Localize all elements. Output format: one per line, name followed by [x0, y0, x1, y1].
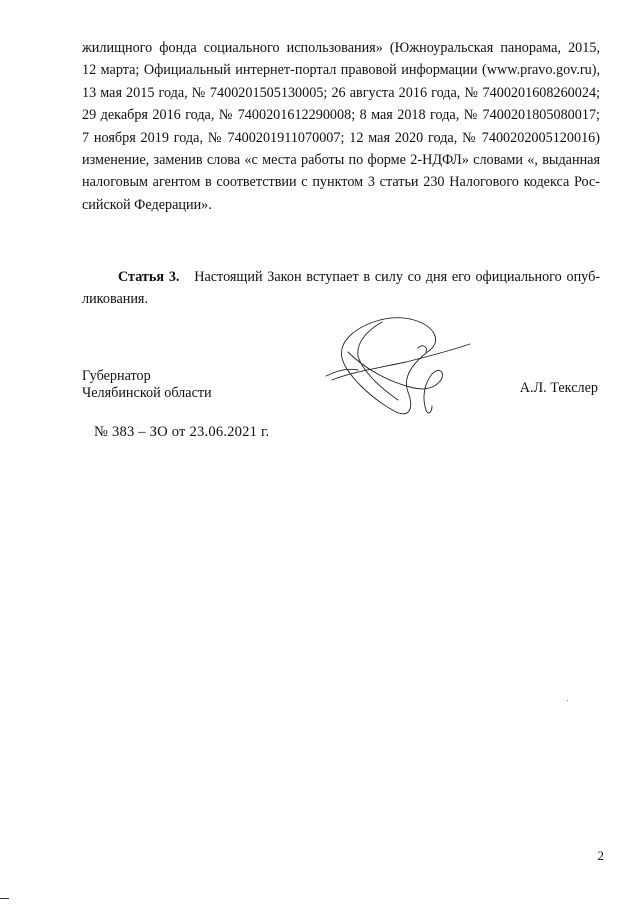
- text-line: жилищного фонда социального использования» (Южноуральская панорама, 2015,: [82, 40, 600, 56]
- text-line: налоговым агентом в соответствии с пунктом 3 статьи 230 Налогового кодекса Рос-: [82, 174, 600, 191]
- article-text: Настоящий Закон вступает в силу со дня его официального опуб-: [194, 269, 601, 285]
- governor-name: А.Л. Текслер: [519, 380, 598, 396]
- article-3: [82, 266, 600, 311]
- article-3-line: ликования.: [82, 291, 149, 308]
- text-line: 7 ноября 2019 года, № 7400201911070007; 12 мая 2020 года, № 7400202005120016): [82, 129, 600, 146]
- scan-speck: [567, 700, 568, 701]
- article-3-line: [82, 266, 600, 288]
- text-line: 12 марта; Официальный интернет-портал правовой информации (www.pravo.gov.ru),: [82, 62, 600, 79]
- handwritten-signature: [318, 312, 478, 422]
- law-number: № 383 – ЗО от 23.06.2021 г.: [94, 424, 270, 440]
- article-label: Статья 3.: [118, 269, 180, 285]
- text-line: 29 декабря 2016 года, № 7400201612290008; 8 мая 2018 года, № 7400201805080017;: [82, 107, 600, 124]
- page-number: 2: [597, 848, 604, 863]
- text-line: 13 мая 2015 года, № 7400201505130005; 26 августа 2016 года, № 7400201608260024;: [82, 84, 600, 101]
- scan-edge-mark: [0, 898, 9, 899]
- text-line: изменение, заменив слова «с места работы по форме 2-НДФЛ» словами «, выданная: [82, 152, 600, 169]
- text-line: сийской Федерации».: [82, 196, 212, 213]
- governor-title-line: Челябинской области: [82, 385, 212, 401]
- governor-title: [82, 368, 212, 402]
- governor-title-line: Губернатор: [82, 368, 151, 384]
- body-paragraph: [82, 37, 600, 216]
